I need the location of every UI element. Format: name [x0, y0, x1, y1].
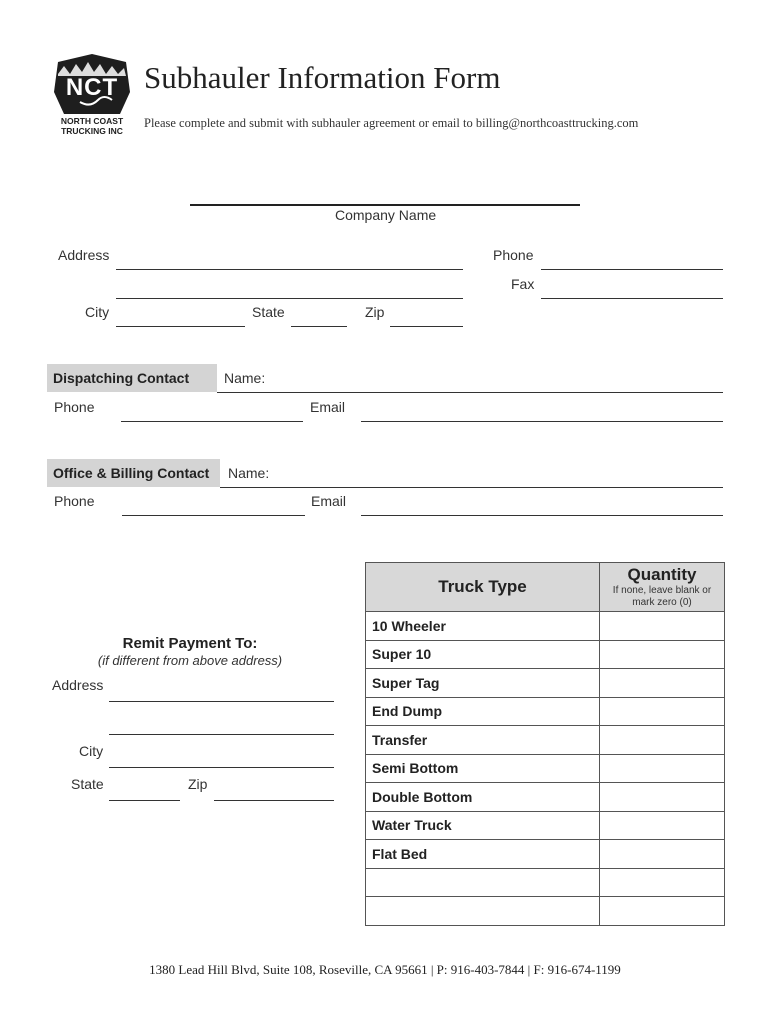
quantity-cell[interactable]	[600, 726, 725, 755]
quantity-cell[interactable]	[600, 811, 725, 840]
quantity-header-note: If none, leave blank or mark zero (0)	[612, 585, 712, 608]
logo-subtitle-2: TRUCKING INC	[61, 126, 123, 136]
company-name-label: Company Name	[335, 207, 437, 223]
billing-name-field[interactable]	[220, 469, 723, 488]
remit-address-field-line1[interactable]	[109, 683, 334, 702]
dispatching-email-field[interactable]	[361, 403, 723, 422]
table-row	[366, 612, 725, 641]
truck-type-cell: Super Tag	[366, 669, 600, 698]
truck-type-cell-blank[interactable]	[366, 897, 600, 926]
company-logo	[50, 52, 134, 142]
truck-type-cell: Double Bottom	[366, 783, 600, 812]
table-row	[366, 754, 725, 783]
table-row	[366, 783, 725, 812]
truck-type-cell: Flat Bed	[366, 840, 600, 869]
remit-city-label: City	[79, 743, 104, 759]
company-name-field[interactable]	[190, 186, 580, 206]
state-label: State	[252, 304, 285, 320]
truck-type-cell: Super 10	[366, 640, 600, 669]
dispatching-phone-field[interactable]	[121, 403, 303, 422]
remit-address-field-line2[interactable]	[109, 716, 334, 735]
address-label: Address	[58, 247, 110, 263]
quantity-cell[interactable]	[600, 840, 725, 869]
footer-address: 1380 Lead Hill Blvd, Suite 108, Roseville, CA 95661 | P: 916-403-7844 | F: 916-674-1199	[149, 962, 621, 977]
fax-label: Fax	[511, 276, 535, 292]
state-field[interactable]	[291, 308, 347, 327]
zip-label: Zip	[365, 304, 385, 320]
dispatching-contact-heading: Dispatching Contact	[47, 364, 217, 392]
truck-type-cell: Water Truck	[366, 811, 600, 840]
billing-email-label: Email	[311, 493, 347, 509]
table-row	[366, 640, 725, 669]
remit-city-field[interactable]	[109, 749, 334, 768]
phone-label: Phone	[493, 247, 534, 263]
quantity-cell[interactable]	[600, 640, 725, 669]
quantity-cell[interactable]	[600, 754, 725, 783]
truck-type-cell: End Dump	[366, 697, 600, 726]
city-label: City	[85, 304, 110, 320]
quantity-cell[interactable]	[600, 697, 725, 726]
quantity-cell[interactable]	[600, 612, 725, 641]
table-row	[366, 868, 725, 897]
city-field[interactable]	[116, 308, 245, 327]
page-subtitle: Please complete and submit with subhauler agreement or email to billing@northcoasttrucking.com	[144, 116, 639, 130]
remit-title: Remit Payment To:	[122, 635, 258, 652]
dispatching-name-label: Name:	[224, 370, 266, 386]
remit-zip-label: Zip	[188, 776, 208, 792]
table-row	[366, 840, 725, 869]
dispatching-email-label: Email	[310, 399, 346, 415]
quantity-cell[interactable]	[600, 868, 725, 897]
phone-field[interactable]	[541, 251, 723, 270]
billing-phone-label: Phone	[54, 493, 95, 509]
address-field-line2[interactable]	[116, 280, 463, 299]
truck-type-cell-blank[interactable]	[366, 868, 600, 897]
truck-type-cell: 10 Wheeler	[366, 612, 600, 641]
quantity-header	[600, 563, 725, 612]
billing-contact-heading: Office & Billing Contact	[47, 459, 220, 487]
quantity-cell[interactable]	[600, 669, 725, 698]
remit-subtitle: (if different from above address)	[97, 653, 283, 668]
billing-phone-field[interactable]	[122, 497, 305, 516]
remit-state-label: State	[71, 776, 104, 792]
remit-zip-field[interactable]	[214, 782, 334, 801]
table-row	[366, 697, 725, 726]
dispatching-name-field[interactable]	[217, 374, 723, 393]
table-row	[366, 897, 725, 926]
truck-table-header-row	[366, 563, 725, 612]
quantity-header-title: Quantity	[627, 565, 697, 584]
truck-type-cell: Semi Bottom	[366, 754, 600, 783]
truck-type-cell: Transfer	[366, 726, 600, 755]
remit-state-field[interactable]	[109, 782, 180, 801]
table-row	[366, 669, 725, 698]
table-row	[366, 811, 725, 840]
address-field-line1[interactable]	[116, 251, 463, 270]
remit-address-label: Address	[52, 677, 104, 693]
quantity-cell[interactable]	[600, 783, 725, 812]
zip-field[interactable]	[390, 308, 463, 327]
billing-email-field[interactable]	[361, 497, 723, 516]
logo-subtitle-1: NORTH COAST	[60, 116, 124, 126]
logo-text: NCT	[65, 74, 119, 101]
page-title: Subhauler Information Form	[144, 60, 501, 95]
dispatching-phone-label: Phone	[54, 399, 95, 415]
truck-type-table	[365, 562, 725, 926]
fax-field[interactable]	[541, 280, 723, 299]
table-row	[366, 726, 725, 755]
quantity-cell[interactable]	[600, 897, 725, 926]
truck-type-header: Truck Type	[366, 563, 600, 612]
billing-name-label: Name:	[228, 465, 270, 481]
